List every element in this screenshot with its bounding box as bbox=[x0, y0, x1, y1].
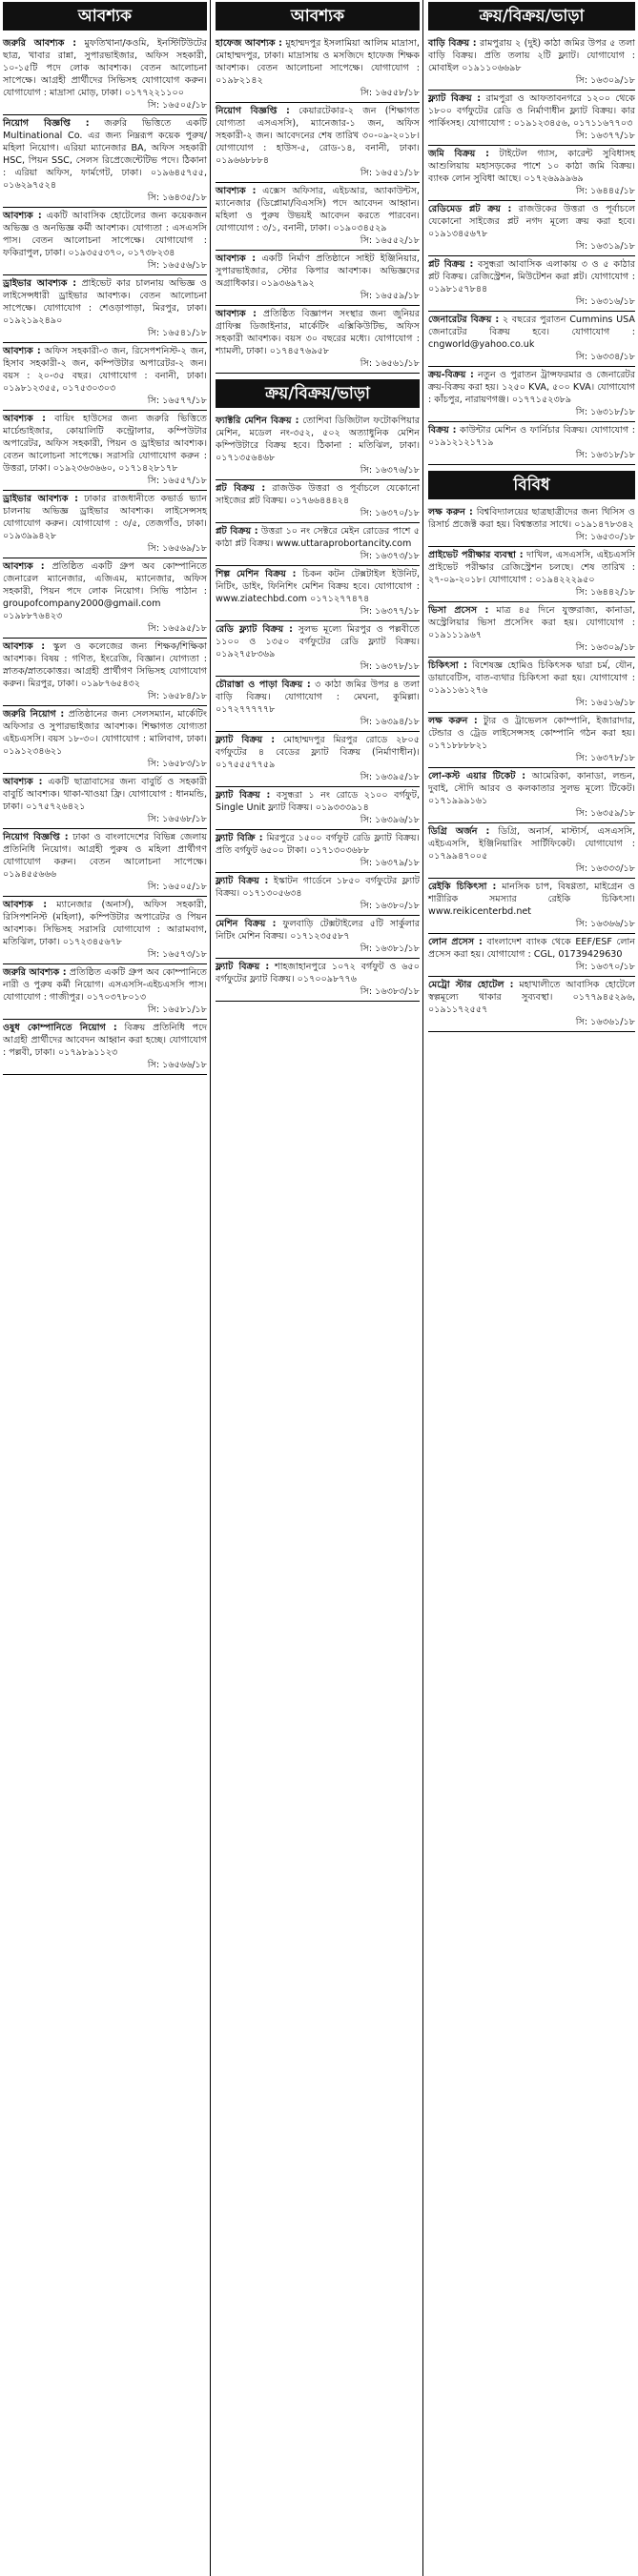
ad-reference-number: সি: ১৬৫৫৯/১৮ bbox=[360, 291, 420, 301]
ad-body: মহাখালীতে আবাসিক হোটেলে স্বল্পমূল্যে থাকার সুব্যবস্থা। ০১৭৭৯৪৫২৯৬, ০১৯১১৭২৫৫৭ bbox=[428, 980, 635, 1015]
classified-ad bbox=[3, 706, 207, 774]
classified-ad bbox=[216, 959, 420, 1002]
classified-ad bbox=[428, 879, 635, 934]
ad-reference-number: সি: ১৬৩৭৭/১৮ bbox=[575, 131, 635, 141]
classified-ad bbox=[3, 1020, 207, 1075]
classified-ad bbox=[216, 732, 420, 787]
ad-body: মুফতিখানা/কওমি, ইনস্টিটিউটের ছাত্র, খাবার রান্না, সুপারভাইজার, অফিস সহকারী, ১০-১৫টি পদে লোক আবশ্যক। বেতন আলোচনা সাপেক্ষে। আগ্রহী প্রার্থীদের সিভিসহ যোগাযোগ করুন। যোগাযোগ : মাদ্রাসা মোড়, ঢাকা। ০১৭৭২২১১০০ bbox=[3, 38, 207, 98]
ad-body: টাইটেল গ্যাস, কারেন্ট সুবিধাসহ আশুলিয়ায় মহাসড়কের পাশে ১০ কাঠা জমি বিক্রয়। ব্যাংক লোন সুবিধা আছে। ০১৭২৬৯৯৯৬৯ bbox=[428, 149, 635, 184]
classified-ad bbox=[428, 934, 635, 977]
ad-body: ট্যুর ও ট্রাভেলস কোম্পানি, ইজারাদার, টেন্ডার ও ট্রেড লাইসেন্সসহ কোম্পানি গঠন করা হয়। ০১৭১৮৮৮৮২১ bbox=[428, 716, 635, 751]
ad-title: রেইকি চিকিৎসা : bbox=[428, 882, 497, 892]
ad-body: কেয়ারটেকার-২ জন (শিক্ষাগত যোগ্যতা এসএসসি), ম্যানেজার-১ জন, অফিস সহকারী-২ জন। আবেদনের শেষ তারিখ ৩০-০৯-২০১৮। যোগাযোগ : হাউস-৫, রোড-১৪, বনানী, ঢাকা। ০১৯৬৬৮৮৮৪ bbox=[216, 106, 420, 166]
classified-ad bbox=[428, 547, 635, 602]
ad-reference-number: সি: ১৬৩১৮/১৮ bbox=[575, 407, 635, 417]
classified-ad bbox=[216, 523, 420, 566]
ad-reference-number: সি: ১৬৩৩৪/১৮ bbox=[575, 352, 635, 362]
ad-reference-number: সি: ১৬৫৫১/১৮ bbox=[360, 168, 420, 178]
ad-body: চিকন কটন টেক্সটাইল ইউনিট, নিটিং, ডাইং, ফিনিশিং মেশিন বিক্রয় হবে। যোগাযোগ : www.ziatechbd.com ০১৭১২৭৭৪৭৪ bbox=[216, 569, 420, 604]
ad-body: বসুন্ধরা আবাসিক এলাকায় ৩ ও ৫ কাঠার প্লট বিক্রয়। রেজিস্ট্রেশন, মিউটেশন করা প্লট। যোগাযোগ : ০১৯৮১৫৭৮৪৪ bbox=[428, 259, 635, 294]
ad-title: জরুরি নিয়োগ : bbox=[3, 709, 65, 720]
ad-title: লো-কস্ট এয়ার টিকেট : bbox=[428, 771, 526, 781]
ad-reference-number: সি: ১৬৩৭৬/১৮ bbox=[360, 465, 420, 476]
ad-reference-number: সি: ১৬৩৮০/১৮ bbox=[360, 901, 420, 911]
ad-body: বিক্রয় প্রতিনিধি পদে আগ্রহী প্রার্থীদের আবেদন আহ্বান করা হচ্ছে। যোগাযোগ : পল্লবী, ঢাকা। ০১৭৯৮৯১১২৩ bbox=[3, 1023, 207, 1058]
ad-body: ঢাকা ও বাংলাদেশের বিভিন্ন জেলায় প্রতিনিধি নিয়োগ। আগ্রহী পুরুষ ও মহিলা প্রার্থীগণ যোগাযোগ করুন। বেতন আলোচনা সাপেক্ষে। ০১৯৪৫৫৬৬৬ bbox=[3, 832, 207, 880]
classified-ad bbox=[216, 916, 420, 959]
ad-title: রেডি ফ্ল্যাট বিক্রয় : bbox=[216, 624, 293, 635]
classified-ad bbox=[428, 256, 635, 312]
ads-list bbox=[216, 413, 420, 1002]
ad-body: প্রতিষ্ঠানের জন্য সেলসম্যান, মার্কেটিং অফিসার ও সুপারভাইজার আবশ্যক। শিক্ষাগত যোগ্যতা এইচএসসি। বয়স ১৮-৩০। যোগাযোগ : মালিবাগ, ঢাকা। ০১৯১২৩৪৬২১ bbox=[3, 709, 207, 757]
classified-ad bbox=[428, 91, 635, 146]
ad-reference-number: সি: ১৬৫৮১/১৮ bbox=[147, 1004, 207, 1015]
ad-body: বিশ্ববিদ্যালয়ের ছাত্রছাত্রীদের জন্য থিসিস ও রিসার্চ প্রজেক্ট করা হয়। বিশ্বস্ততার সাথে। ০১৯১৪৭৮৩৪২ bbox=[428, 507, 635, 530]
classified-ad bbox=[3, 343, 207, 411]
ad-title: ড্রাইভার আবশ্যক : bbox=[3, 278, 77, 289]
ad-reference-number: সি: ১৬৩৯৬/১৮ bbox=[360, 815, 420, 825]
ad-reference-number: সি: ১৬৩০৯/১৮ bbox=[575, 642, 635, 653]
ad-body: তোশিবা ডিজিটাল ফটোকপিয়ার মেশিন, মডেল নং-৩৫২, ৫০২ অত্যাধুনিক মেশিন কম্পিউটারে বিক্রয় হবে। ঠিকানা : মতিঝিল, ঢাকা। ০১৭১৩৫৬৪৬৮ bbox=[216, 416, 420, 463]
classified-ad bbox=[3, 829, 207, 897]
ad-reference-number: সি: ১৬৫৫২/১৮ bbox=[360, 235, 420, 246]
classified-ad bbox=[428, 422, 635, 465]
classified-ad bbox=[3, 208, 207, 275]
classified-ad bbox=[428, 768, 635, 823]
ad-title: জমি বিক্রয় : bbox=[428, 149, 490, 159]
ad-body: ফুলবাড়ি টেক্সটাইলের ৫টি সার্কুলার নিটিং মেশিন বিক্রয়। ০১৭১২৩৫৫৮৭ bbox=[216, 919, 420, 942]
ad-body: জরুরি ভিত্তিতে একটি Multinational Co. এর জন্য নিম্নরূপ কয়েক পুরুষ/মহিলা নিয়োগ। এরিয়া ম্যানেজার BA, অফিস সহকারী HSC, পিয়ন SSC, সেলস রিপ্রেজেন্টেটিভ পদে। ঠিকানা : এরিয়া অফিস, ফার্মগেট, ঢাকা। ০১৯৬৪৫৭৫৫, ০১৬২৯৭৫২৪ bbox=[3, 118, 207, 191]
ad-title: ভিসা প্রসেস : bbox=[428, 605, 489, 616]
classified-ad bbox=[3, 35, 207, 115]
classified-ad bbox=[428, 201, 635, 256]
ad-title: জেনারেটর বিক্রয় : bbox=[428, 314, 500, 325]
ad-body: শাহজাহানপুরে ১০৭২ বর্গফুট ও ৬৫০ বর্গফুটের ফ্ল্যাট বিক্রয়। ০১৭০০৯৮৭৭৬ bbox=[216, 962, 420, 984]
classified-ad bbox=[428, 658, 635, 713]
ad-reference-number: সি: ১৬৪৪৫/১৮ bbox=[575, 186, 635, 196]
ad-title: লক্ষ করুন : bbox=[428, 716, 478, 726]
ad-title: প্রাইভেট পরীক্ষার ব্যবস্থা : bbox=[428, 550, 524, 560]
ad-reference-number: সি: ১৬৫৬১/১৮ bbox=[360, 358, 420, 369]
ad-title: ফ্ল্যাট বিক্রি : bbox=[216, 833, 263, 843]
ad-body: বিশেষজ্ঞ হোমিও চিকিৎসক দ্বারা চর্ম, যৌন, ডায়াবেটিস, বাত-ব্যথার চিকিৎসা করা হয়। যোগাযোগ : ০১৯১১৬১২৭৬ bbox=[428, 660, 635, 696]
ad-reference-number: সি: ১৬৫৭৩/১৮ bbox=[147, 949, 207, 960]
ad-title: আবশ্যক : bbox=[216, 186, 257, 196]
ad-body: মিরপুরে ১৫০০ বর্গফুট রেডি ফ্ল্যাট বিক্রয়। প্রতি বর্গফুট ৬৫০০ টাকা। ০১৭১৩০৩৬৮৮ bbox=[216, 833, 420, 856]
classified-ad bbox=[216, 183, 420, 251]
ad-reference-number: সি: ১৬৫০৫/১৮ bbox=[147, 100, 207, 111]
ad-reference-number: সি: ১৬৩৭৮/১৮ bbox=[575, 753, 635, 763]
classified-ad bbox=[216, 566, 420, 621]
ad-reference-number: সি: ১৬৫৭৭/১৮ bbox=[147, 396, 207, 406]
ad-title: জরুরি আবশ্যক : bbox=[3, 38, 77, 49]
classified-ad bbox=[3, 115, 207, 208]
classified-ad bbox=[216, 873, 420, 916]
ad-title: নিয়োগ বিজ্ঞপ্তি : bbox=[216, 106, 290, 116]
ad-body: মুহাম্মদপুর ইসলামিয়া আলিম মাদ্রাসা, মোহাম্মদপুর, ঢাকা। মাদ্রাসায় ও মসজিদে হাফেজ শিক্ষক আবশ্যক। বেতন আলোচনা সাপেক্ষে। যোগাযোগ : ০১৯৮২১৪২ bbox=[216, 38, 420, 86]
classified-ad bbox=[216, 306, 420, 374]
ad-body: অফিস সহকারী-৩ জন, রিসেপশনিস্ট-২ জন, হিসাব সহকারী-২ জন, কম্পিউটার অপারেটর-২ জন। বয়স : ২০-৩৫ বছর। যোগাযোগ : বনানী, ঢাকা। ০১৯৮১২৩৫৫, ০১৭৫৩০৩০৩ bbox=[3, 346, 207, 394]
ad-title: মেট্রো স্টার হোটেল : bbox=[428, 980, 514, 990]
classified-ad bbox=[216, 677, 420, 732]
classified-ad bbox=[216, 35, 420, 103]
ads-list bbox=[428, 504, 635, 1032]
ad-reference-number: সি: ১৬৩৩৩/১৮ bbox=[575, 863, 635, 874]
ad-title: বিক্রয় : bbox=[428, 425, 457, 436]
ad-body: এক্সেস অফিসার, এইচআর, অ্যাকাউন্টস, ম্যানেজার (ডিপ্লোমা/বিএসসি) পদে আবেদন আহ্বান। মহিলা ও পুরুষ উভয়ই আবেদন করতে পারবেন। যোগাযোগ : ৩/১, বনানী, ঢাকা। ০১৯০৩৪৫২৯ bbox=[216, 186, 420, 233]
ad-reference-number: সি: ১৬৫৩০/১৮ bbox=[575, 532, 635, 542]
ad-reference-number: সি: ১৬৩৮৩/১৮ bbox=[360, 986, 420, 997]
ad-reference-number: সি: ১৬৫৫৮/১৮ bbox=[360, 88, 420, 98]
classified-ad bbox=[428, 35, 635, 91]
ad-reference-number: সি: ১৬৫৫৬/১৮ bbox=[147, 260, 207, 271]
ad-title: প্লট বিক্রয় : bbox=[428, 259, 474, 270]
classified-ad bbox=[428, 146, 635, 201]
ad-body: বসুন্ধরা ১ নং রোডে ২১০০ বর্গফুট, Single Unit ফ্ল্যাট বিক্রয়। ০১৯৩৩৩৯১৪ bbox=[216, 790, 420, 813]
ad-body: ২ বছরের পুরাতন Cummins USA জেনারেটর বিক্রয় হবে। যোগাযোগ : cngworld@yahoo.co.uk bbox=[428, 314, 635, 350]
ad-body: প্রাইভেট কার চালনায় অভিজ্ঞ ও লাইসেন্সধারী ড্রাইভার আবশ্যক। বেতন আলোচনা সাপেক্ষে। যোগাযোগ : শেওড়াপাড়া, মিরপুর, ঢাকা। ০১৯২১৯২৪৯০ bbox=[3, 278, 207, 326]
ad-reference-number: সি: ১৬৫৬৮/১৮ bbox=[147, 814, 207, 824]
ad-title: হাফেজ আবশ্যক : bbox=[216, 38, 283, 49]
classified-ad bbox=[3, 558, 207, 639]
ad-reference-number: সি: ১৬৫১৬/১৮ bbox=[575, 698, 635, 708]
ad-title: আবশ্যক : bbox=[3, 777, 43, 787]
ad-body: ঢাকার রাজধানীতে কভার্ড ভ্যান চালনায় অভিজ্ঞ ড্রাইভার আবশ্যক। লাইসেন্সসহ যোগাযোগ করুন। যোগাযোগ : ৩/৫, তেজগাঁও, ঢাকা। ০১৯৩৯৯৪২৮ bbox=[3, 494, 207, 541]
ad-reference-number: সি: ১৬৫৬৯/১৮ bbox=[147, 543, 207, 554]
column-3 bbox=[425, 0, 638, 2576]
ad-title: আবশ্যক : bbox=[3, 346, 41, 356]
section-header-abosshok: আবশ্যক bbox=[216, 2, 420, 30]
ad-reference-number: সি: ১৬৫৮৪/১৮ bbox=[147, 691, 207, 701]
ad-title: ফ্ল্যাট বিক্রয় : bbox=[428, 93, 482, 104]
ad-reference-number: সি: ১৬৩১৬/১৮ bbox=[575, 296, 635, 307]
ad-title: আবশ্যক : bbox=[3, 641, 46, 652]
ad-title: ফ্ল্যাট বিক্রয় : bbox=[216, 790, 271, 801]
classified-ad bbox=[3, 275, 207, 343]
ad-body: নতুন ও পুরাতন ট্রান্সফরমার ও জেনারেটর ক্রয়-বিক্রয় করা হয়। ১২৫০ KVA, ৫০০ KVA। যোগাযোগ : কাঁচপুর, নারায়ণগঞ্জ। ০১৭৭১৫২৩৮৯ bbox=[428, 370, 635, 405]
ad-reference-number: সি: ১৬৩৭০/১৮ bbox=[575, 962, 635, 972]
ad-title: মেশিন বিক্রয় : bbox=[216, 919, 277, 929]
ad-title: প্লট বিক্রয় : bbox=[216, 483, 266, 494]
ad-reference-number: সি: ১৬৫৯৫/১৮ bbox=[147, 623, 207, 634]
classified-ad bbox=[216, 413, 420, 480]
ad-body: ইস্কাটন গার্ডেনে ১৮৫০ বর্গফুটের ফ্ল্যাট বিক্রয়। ০১৭১৩০৫৬৩৪ bbox=[216, 876, 420, 899]
ad-reference-number: সি: ১৬৩৯৫/১৮ bbox=[360, 772, 420, 782]
ad-title: আবশ্যক : bbox=[3, 561, 45, 572]
ad-reference-number: সি: ১৬৪৪২/১৮ bbox=[575, 587, 635, 598]
ad-title: ক্রয়-বিক্রয় : bbox=[428, 370, 474, 380]
ad-body: রামপুরায় ২ (দুই) কাঠা জমির উপর ৫ তলা বাড়ি বিক্রয়। প্রতি তলায় ২টি ফ্ল্যাট। যোগাযোগ : মোবাইল ০১৯১১০৬৬৯৮ bbox=[428, 38, 635, 73]
ad-body: উত্তরা ১০ নং সেক্টরে মেইন রোডের পাশে ৫ কাঠা প্লট বিক্রয়। www.uttaraprobortancity.com bbox=[216, 526, 420, 549]
ad-title: লোন প্রসেস : bbox=[428, 937, 483, 947]
classified-ad bbox=[428, 823, 635, 879]
ads-list bbox=[216, 35, 420, 374]
ad-body: আমেরিকা, কানাডা, লন্ডন, দুবাই, সৌদি আরব ও কলকাতার সুলভ মূল্যে টিকেট। ০১৭১৯৯৯১৬১ bbox=[428, 771, 635, 806]
ad-reference-number: সি: ১৬৩৭৯/১৮ bbox=[360, 858, 420, 868]
classified-ad bbox=[428, 312, 635, 367]
ad-reference-number: সি: ১৬৩১৯/১৮ bbox=[575, 241, 635, 252]
classified-ad bbox=[3, 774, 207, 829]
ad-body: রাজউক উত্তরা ও পূর্বাচলে যেকোনো সাইজের প্লট বিক্রয়। ০১৭৬৬৪৪৪২৪ bbox=[216, 483, 420, 506]
ad-title: ড্রাইভার আবশ্যক : bbox=[3, 494, 78, 504]
ad-body: রাজউকের উত্তরা ও পূর্বাচলে যেকোনো সাইজের প্লট নগদ মূল্যে ক্রয় করা হবে। ০১৯১৩৪৫৬৭৮ bbox=[428, 204, 635, 239]
ad-reference-number: সি: ১৬৫৬৬/১৮ bbox=[147, 1060, 207, 1070]
ad-title: চিকিৎসা : bbox=[428, 660, 467, 671]
column-1 bbox=[0, 0, 211, 2576]
column-2 bbox=[213, 0, 423, 2576]
ad-title: আবশ্যক : bbox=[216, 309, 257, 319]
ad-body: একটি নির্মাণ প্রতিষ্ঠানে সাইট ইঞ্জিনিয়ার, সুপারভাইজার, স্টোর কিপার আবশ্যক। অভিজ্ঞদের অগ্রাধিকার। ০১৯৩৬৯৭৯২ bbox=[216, 254, 420, 289]
ad-title: শিল্প মেশিন বিক্রয় : bbox=[216, 569, 297, 579]
classified-ad bbox=[216, 787, 420, 830]
ad-title: ফ্ল্যাট বিক্রয় : bbox=[216, 962, 270, 972]
ad-title: আবশ্যক : bbox=[3, 211, 42, 221]
classified-ad bbox=[428, 367, 635, 422]
ad-reference-number: সি: ১৬৩১৮/১৮ bbox=[575, 450, 635, 460]
ad-body: মাত্র ৪৫ দিনে যুক্তরাজ্য, কানাডা, অস্ট্রেলিয়ার ভিসা প্রসেসিং করা হয়। যোগাযোগ : ০১৯১১১৯৬৭ bbox=[428, 605, 635, 640]
classified-ad bbox=[428, 713, 635, 768]
section-header-kroy-bikroy: ক্রয়/বিক্রয়/ভাড়া bbox=[428, 2, 635, 30]
ad-reference-number: সি: ১৬৩৭৭/১৮ bbox=[360, 606, 420, 617]
classified-ad bbox=[216, 251, 420, 306]
classified-ad bbox=[428, 977, 635, 1032]
ad-reference-number: সি: ১৬৫৫৭/১৮ bbox=[147, 476, 207, 486]
classified-ad bbox=[216, 480, 420, 523]
ad-title: লক্ষ করুন : bbox=[428, 507, 473, 517]
classified-ad bbox=[216, 103, 420, 183]
ad-title: নিয়োগ বিজ্ঞপ্তি : bbox=[3, 118, 90, 129]
section-header-bibidh: বিবিধ bbox=[428, 471, 635, 499]
ad-title: বাড়ি বিক্রয় : bbox=[428, 38, 477, 49]
ad-body: ৩ কাঠা জমির উপর ৪ তলা বাড়ি বিক্রয়। যোগাযোগ : মেঘনা, কুমিল্লা। ০১৭২৭৭৭৭৭৮ bbox=[216, 679, 420, 715]
ad-title: প্লট বিক্রয় : bbox=[216, 526, 258, 537]
ad-title: জরুরি আবশ্যক : bbox=[3, 967, 67, 978]
ad-reference-number: সি: ১৬৩৭৮/১৮ bbox=[360, 661, 420, 672]
ad-reference-number: সি: ১৬৪৩৫/১৮ bbox=[147, 193, 207, 203]
ad-body: বাংলাদেশ ব্যাংক থেকে EEF/ESF লোন প্রসেস করা হয়। যোগাযোগ : CGL, 01739429630 bbox=[428, 937, 636, 960]
ad-title: ফ্যাক্টরি মেশিন বিক্রয় : bbox=[216, 416, 299, 426]
ad-body: মানসিক চাপ, বিষণ্ণতা, মাইগ্রেন ও শারীরিক সমস্যার রেইকি চিকিৎসা। www.reikicenterbd.net bbox=[428, 882, 635, 917]
ad-title: আবশ্যক : bbox=[3, 414, 47, 424]
classified-ad bbox=[3, 491, 207, 558]
ad-body: স্কুল ও কলেজের জন্য শিক্ষক/শিক্ষিকা আবশ্যক। বিষয় : গণিত, ইংরেজি, বিজ্ঞান। যোগ্যতা : স্নাতক/স্নাতকোত্তর। আগ্রহী প্রার্থীগণ সিভিসহ যোগাযোগ করুন। মিরপুর, ঢাকা। ০১৯৮৭৬৫৪৩২ bbox=[3, 641, 207, 689]
ads-list bbox=[3, 35, 207, 1075]
ad-body: মোহাম্মদপুর মিরপুর রোডে ২৮০৫ বর্গফুটের ৪ বেডের ফ্ল্যাট বিক্রয় (নির্মাণাধীন)। ০১৭৫৫৫৭৭৫৯ bbox=[216, 735, 420, 770]
classified-ad bbox=[3, 964, 207, 1020]
section-header-kroy-bikroy: ক্রয়/বিক্রয়/ভাড়া bbox=[216, 379, 420, 408]
ad-body: প্রতিষ্ঠিত বিজ্ঞাপন সংস্থার জন্য জুনিয়র গ্রাফিক্স ডিজাইনার, মার্কেটিং এক্সিকিউটিভ, অফিস সহকারী আবশ্যক। বয়স ৩০ বছরের মধ্যে। যোগাযোগ : শ্যামলী, ঢাকা। ০১৭৪৫৭৬৯৫৮ bbox=[216, 309, 420, 356]
ad-title: নিয়োগ বিজ্ঞপ্তি : bbox=[3, 832, 69, 842]
ad-title: ফ্ল্যাট বিক্রয় : bbox=[216, 735, 276, 745]
ad-body: রামপুরা ও আফতাবনগরে ১২০০ থেকে ১৮০০ বর্গফুটের রেডি ও নির্মাণাধীন ফ্ল্যাট বিক্রয়। কার পার্কিংসহ। যোগাযোগ : ০১৯১২৩৪৫৬, ০১৭১১৬৭৭০৩ bbox=[428, 93, 635, 129]
ad-title: আবশ্যক : bbox=[216, 254, 257, 264]
ad-body: সুলভ মূল্যে মিরপুর ও পল্লবীতে ১১০০ ও ১৩৫০ বর্গফুটের রেডি ফ্ল্যাট বিক্রয়। ০১৯২৭৫৮৩৬৯ bbox=[216, 624, 420, 659]
ad-body: কাউন্টার মেশিন ও ফার্নিচার বিক্রয়। যোগাযোগ : ০১৯১২১২১৭১৯ bbox=[428, 425, 635, 448]
ad-body: ম্যানেজার (অনার্স), অফিস সহকারী, রিসিপশনিস্ট (মহিলা), কম্পিউটার অপারেটর ও পিয়ন আবশ্যক। সিভিসহ সরাসরি যোগাযোগ : আরামবাগ, মতিঝিল, ঢাকা। ০১৭২৩৪৫৬৭৮ bbox=[3, 900, 207, 947]
ad-reference-number: সি: ১৬৩০৯/১৮ bbox=[575, 75, 635, 86]
ad-body: দাখিল, এসএসসি, এইচএসসি প্রাইভেট পরীক্ষার রেজিস্ট্রেশন চলছে। শেষ তারিখ : ২৭-০৯-২০১৮। যোগাযোগ : ০১৯৪২২২৯৫০ bbox=[428, 550, 635, 585]
ad-title: ওষুধ কোম্পানিতে নিয়োগ : bbox=[3, 1023, 117, 1033]
ad-title: ফ্ল্যাট বিক্রয় : bbox=[216, 876, 269, 886]
ad-reference-number: সি: ১৬৫৮৩/১৮ bbox=[147, 759, 207, 769]
classified-ad bbox=[428, 504, 635, 547]
ad-body: একটি ছাত্রাবাসের জন্য বাবুর্চি ও সহকারী বাবুর্চি আবশ্যক। থাকা-খাওয়া ফ্রি। যোগাযোগ : ধানমন্ডি, ঢাকা। ০১৭৫৭২৬৪২১ bbox=[3, 777, 207, 812]
classified-ad bbox=[216, 830, 420, 873]
ad-reference-number: সি: ১৬৩৬১/১৮ bbox=[575, 1017, 635, 1027]
ad-title: ডিগ্রি অর্জন : bbox=[428, 826, 490, 837]
classified-ad bbox=[3, 897, 207, 964]
ad-reference-number: সি: ১৬৫৪১/১৮ bbox=[147, 328, 207, 338]
ad-reference-number: সি: ১৬৩৯৪/১৮ bbox=[360, 717, 420, 727]
ad-reference-number: সি: ১৬৩৫৯/১৮ bbox=[575, 808, 635, 819]
ad-body: ডিগ্রি, অনার্স, মাস্টার্স, এসএসসি, এইচএসসি, ইঞ্জিনিয়ারিং সার্টিফিকেট। যোগাযোগ : ০১৭৯৯৪৭০০৫ bbox=[428, 826, 635, 862]
ad-reference-number: সি: ১৬৩৭৩/১৮ bbox=[360, 551, 420, 561]
ad-reference-number: সি: ১৬৫০৫/১৮ bbox=[147, 882, 207, 892]
ad-reference-number: সি: ১৬৩৬৬/১৮ bbox=[575, 919, 635, 929]
ad-title: আবশ্যক : bbox=[3, 900, 48, 910]
ad-reference-number: সি: ১৬৩৮১/১৮ bbox=[360, 943, 420, 954]
ad-title: চৌরাস্তা ও পাড়া বিক্রয় : bbox=[216, 679, 311, 690]
ad-body: একটি আবাসিক হোটেলের জন্য কয়েকজন অভিজ্ঞ ও অনভিজ্ঞ কর্মী আবশ্যক। যোগ্যতা : এসএসসি পাস। বেতন আলোচনা সাপেক্ষে। যোগাযোগ : ফকিরাপুল, ঢাকা। ০১৯৩৫৫৩৭০, ০১৭৩৮২৩৪ bbox=[3, 211, 207, 258]
ads-list bbox=[428, 35, 635, 465]
ad-title: রেডিমেড প্লট ক্রয় : bbox=[428, 204, 512, 214]
section-header-abosshok: আবশ্যক bbox=[3, 2, 207, 30]
classified-ad bbox=[216, 621, 420, 677]
classified-ad bbox=[428, 602, 635, 658]
ad-body: প্রতিষ্ঠিত একটি গ্রুপ অব কোম্পানিতে নারী ও পুরুষ কর্মী নিয়োগ। এসএসসি-এইচএসসি পাস। যোগাযোগ : গাজীপুর। ০১৭০৩৭৮০১৩ bbox=[3, 967, 207, 1003]
ad-reference-number: সি: ১৬৩৭০/১৮ bbox=[360, 508, 420, 518]
classified-ad bbox=[3, 411, 207, 491]
ad-body: প্রতিষ্ঠিত একটি গ্রুপ অব কোম্পানিতে জেনারেল ম্যানেজার, এজিএম, ম্যানেজার, অফিস সহকারী, পিয়ন পদে লোক নিয়োগ। সিভি পাঠান : groupofcompany2000@gmail.com ০১৯৮৮৭৬৪২৩ bbox=[3, 561, 207, 621]
classified-ad bbox=[3, 639, 207, 706]
ad-body: বায়িং হাউসের জন্য জরুরি ভিত্তিতে মার্চেন্ডাইজার, কোয়ালিটি কন্ট্রোলার, কম্পিউটার অপারেটর, অফিস সহকারী, পিয়ন ও ড্রাইভার আবশ্যক। বেতন আলোচনা সাপেক্ষে। সরাসরি যোগাযোগ করুন : উত্তরা, ঢাকা। ০১৯২৩৬৩৬৬০, ০১৭১৪২৮১৭৮ bbox=[3, 414, 207, 474]
